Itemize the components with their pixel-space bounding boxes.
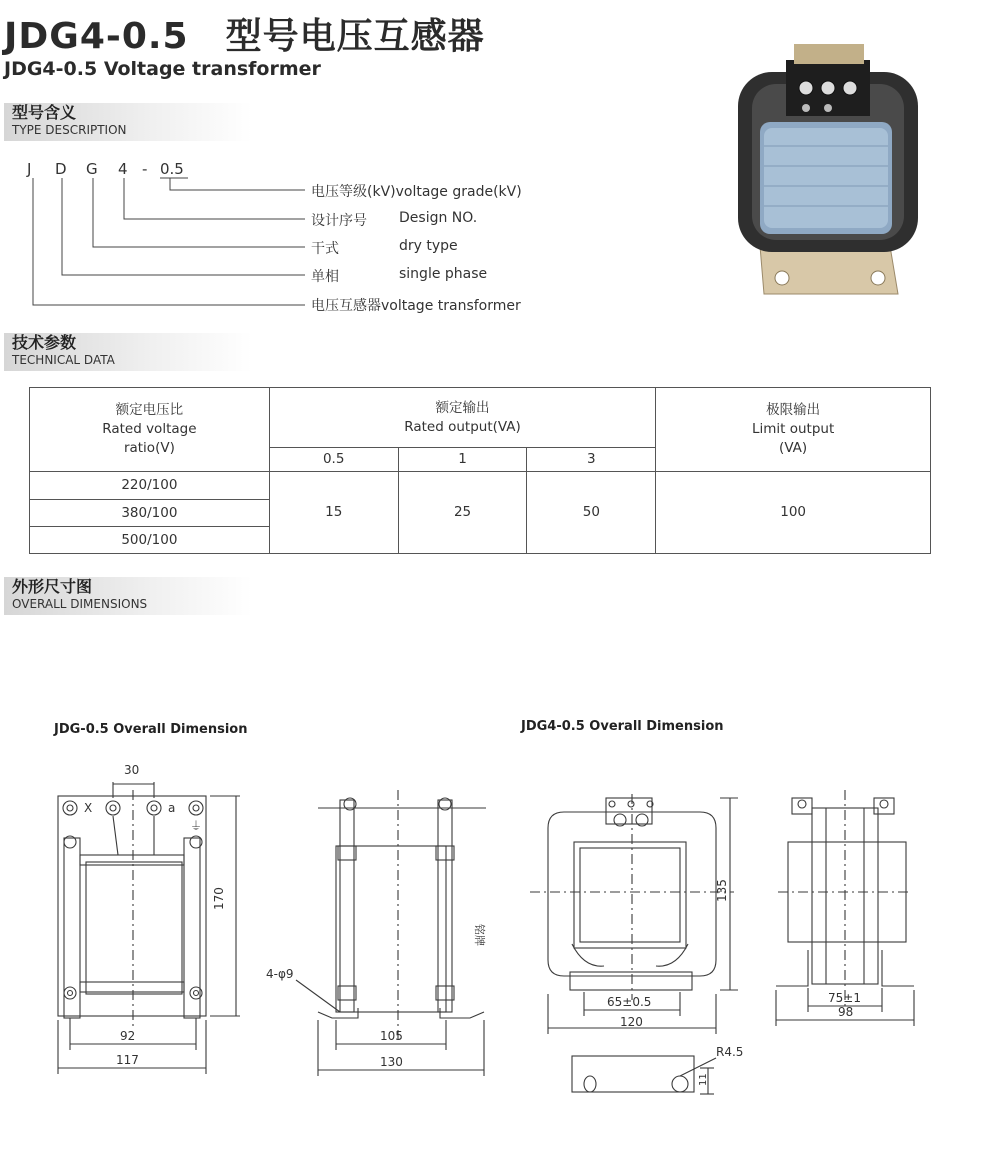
- header-class-0-5: 0.5: [269, 448, 398, 472]
- type-tree-lines: [0, 0, 320, 320]
- section-title-en: OVERALL DIMENSIONS: [12, 597, 148, 611]
- transformer-photo: [730, 36, 930, 296]
- ground-icon: ⏚: [190, 819, 203, 833]
- type-row-voltage-transformer: 电压互感器voltage transformer: [311, 298, 521, 314]
- header-limit-output: 极限输出 Limit output (VA): [656, 388, 931, 472]
- dim-135: 135: [715, 879, 729, 902]
- output-class-1: 25: [398, 472, 527, 554]
- code-voltage: 0.5: [160, 160, 184, 178]
- type-row-design-no: 设计序号 Design NO.: [311, 210, 478, 229]
- limit-output-value: 100: [656, 472, 931, 554]
- page-subtitle: JDG4-0.5 Voltage transformer: [4, 58, 321, 80]
- nameplate-label: 铭牌: [473, 924, 486, 946]
- drawing-mounting-plate: [572, 1056, 716, 1094]
- header-rated-output: 额定输出 Rated output(VA): [269, 388, 655, 448]
- ratio-380: 380/100: [30, 500, 270, 527]
- code-letter-d: D: [55, 160, 67, 178]
- section-title-cn: 技术参数: [12, 333, 77, 352]
- type-row-voltage-grade: 电压等级(kV)voltage grade(kV): [311, 184, 522, 200]
- dim-65: 65±0.5: [607, 995, 652, 1009]
- dim-30: 30: [124, 763, 140, 777]
- caption-jdg4-dimension: JDG4-0.5 Overall Dimension: [521, 719, 724, 734]
- dim-r45: R4.5: [716, 1045, 744, 1059]
- dim-75: 75±1: [828, 991, 861, 1005]
- header-class-3: 3: [527, 448, 656, 472]
- dim-98: 98: [838, 1005, 854, 1019]
- section-title-cn: 外形尺寸图: [12, 577, 93, 596]
- drawing-jdg-front: [58, 782, 240, 1074]
- output-class-3: 50: [527, 472, 656, 554]
- section-title-cn: 型号含义: [12, 103, 77, 122]
- code-digit-4: 4: [118, 160, 128, 178]
- technical-data-table: [29, 387, 931, 554]
- section-overall-dimensions: [4, 577, 252, 615]
- dim-117: 117: [116, 1053, 139, 1067]
- page-title: JDG4-0.5 型号电压互感器: [4, 16, 485, 57]
- section-title-en: TYPE DESCRIPTION: [12, 123, 127, 137]
- caption-jdg-dimension: JDG-0.5 Overall Dimension: [54, 722, 248, 737]
- type-row-single-phase: 单相 single phase: [311, 266, 488, 285]
- dim-105: 105: [380, 1029, 403, 1043]
- output-class-0-5: 15: [269, 472, 398, 554]
- type-row-dry-type: 干式 dry type: [311, 238, 458, 257]
- terminal-a: a: [168, 801, 176, 815]
- dim-170: 170: [212, 887, 226, 910]
- dim-92: 92: [120, 1029, 136, 1043]
- code-dash: -: [142, 160, 148, 178]
- section-title-en: TECHNICAL DATA: [12, 353, 115, 367]
- header-rated-voltage-ratio: 额定电压比 Rated voltage ratio(V): [30, 388, 270, 472]
- dim-120: 120: [620, 1015, 643, 1029]
- section-technical-data: [4, 333, 252, 371]
- terminal-x: X: [84, 801, 93, 815]
- dim-hole-4phi9: 4-φ9: [266, 967, 294, 981]
- ratio-220: 220/100: [30, 472, 270, 500]
- dim-11: 11: [698, 1073, 709, 1086]
- ratio-500: 500/100: [30, 527, 270, 554]
- header-class-1: 1: [398, 448, 527, 472]
- code-letter-g: G: [86, 160, 98, 178]
- dim-130: 130: [380, 1055, 403, 1069]
- code-letter-j: J: [27, 160, 32, 178]
- dimension-drawings: [0, 750, 990, 1110]
